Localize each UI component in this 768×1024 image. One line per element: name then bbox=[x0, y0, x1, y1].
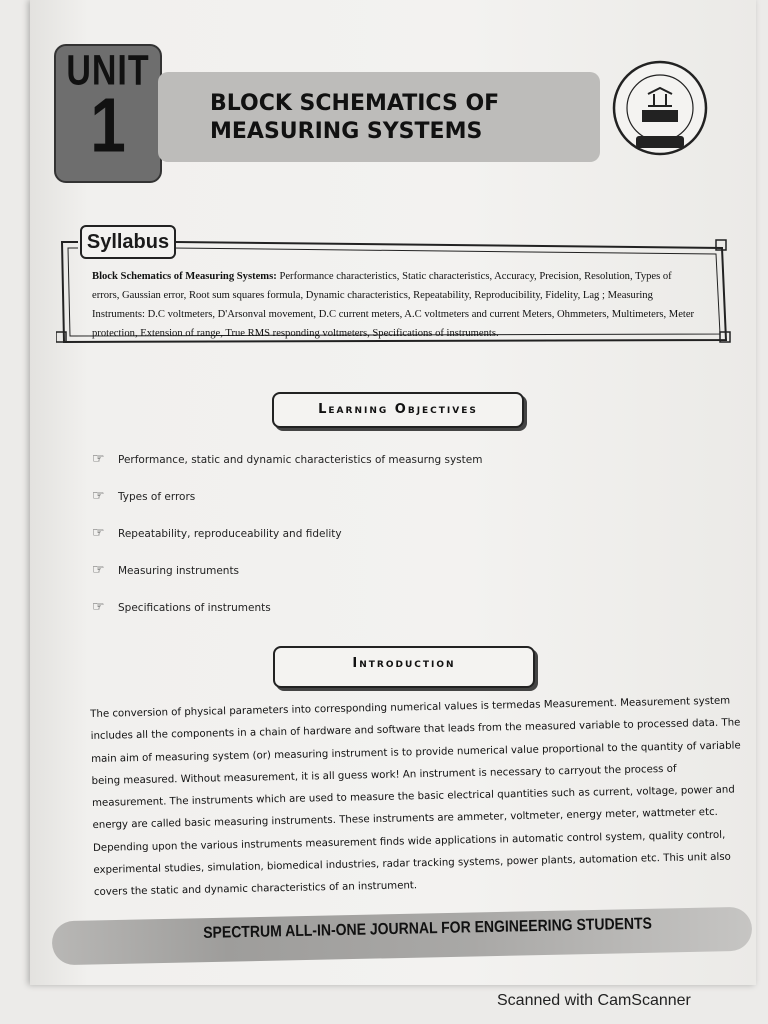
unit-number: 1 bbox=[90, 81, 126, 169]
unit-badge bbox=[54, 44, 162, 183]
chapter-title-line1: BLOCK SCHEMATICS OF bbox=[210, 91, 500, 116]
chapter-title bbox=[210, 90, 570, 146]
syllabus-bold-lead: Block Schematics of Measuring Systems: bbox=[92, 271, 277, 282]
pointing-hand-icon: ☞ bbox=[92, 599, 105, 615]
introduction-heading: Introduction bbox=[273, 646, 535, 688]
list-item bbox=[92, 562, 572, 602]
objective-text: Specifications of instruments bbox=[118, 602, 271, 614]
objective-text: Measuring instruments bbox=[118, 565, 240, 577]
syllabus-tag: Syllabus bbox=[80, 225, 176, 259]
pointing-hand-icon: ☞ bbox=[92, 562, 105, 578]
syllabus-text bbox=[92, 267, 696, 343]
list-item bbox=[92, 525, 572, 565]
publisher-logo bbox=[610, 58, 710, 158]
introduction-paragraph: The conversion of physical parameters into corresponding numerical values is termedas Measurement. Measurement system includes all the components in a chain of hardware and software that leads from the measured variable to processed data. The main aim of measuring system (or) measuring instrument is to provide numerical value proportional to the quantity of variable being measured. Without measurement, it is all guess work! An instrument is necessary to carryout the process of measurement. The instruments which are used to measure the basic electrical quantities such as current, voltage, power and energy are called basic measuring instruments. These instruments are ammeter, voltmeter, energy meter, wattmeter etc. Depending upon the various instruments measurement finds wide applications in automatic control system, quality control, experimental studies, simulation, biomedical industries, radar tracking systems, power plants, automation etc. This unit also covers the static and dynamic characteristics of an instrument. bbox=[90, 695, 741, 899]
learning-objectives-list bbox=[92, 451, 572, 639]
scanner-watermark: Scanned with CamScanner bbox=[497, 992, 691, 1009]
list-item bbox=[92, 488, 572, 528]
pointing-hand-icon: ☞ bbox=[92, 451, 105, 467]
syllabus-content: Performance characteristics, Static characteristics, Accuracy, Precision, Resolution, Types of errors, Gaussian error, Root sum squares formula, Dynamic characteristics, Repeatability, Reproducibility, Fidelity, Lag ; Measuring Instruments: D.C voltmeters, D'Arsonval movement, D.C current meters, A.C voltmeters and current Meters, Ohmmeters, Multimeters, Meter protection, Extension of range, True RMS responding voltmeters, Specifications of instruments. bbox=[92, 271, 695, 339]
pointing-hand-icon: ☞ bbox=[92, 488, 105, 504]
list-item bbox=[92, 599, 572, 639]
unit-label: UNIT bbox=[66, 47, 150, 95]
pointing-hand-icon: ☞ bbox=[92, 525, 105, 541]
objective-text: Types of errors bbox=[118, 491, 196, 503]
footer-journal-title: SPECTRUM ALL-IN-ONE JOURNAL FOR ENGINEERING STUDENTS bbox=[203, 913, 653, 942]
list-item bbox=[92, 451, 572, 491]
objective-text: Performance, static and dynamic characteristics of measurng system bbox=[118, 454, 483, 466]
objective-text: Repeatability, reproduceability and fidelity bbox=[118, 528, 342, 540]
learning-objectives-heading: Learning Objectives bbox=[272, 392, 524, 428]
chapter-title-line2: MEASURING SYSTEMS bbox=[210, 119, 483, 144]
